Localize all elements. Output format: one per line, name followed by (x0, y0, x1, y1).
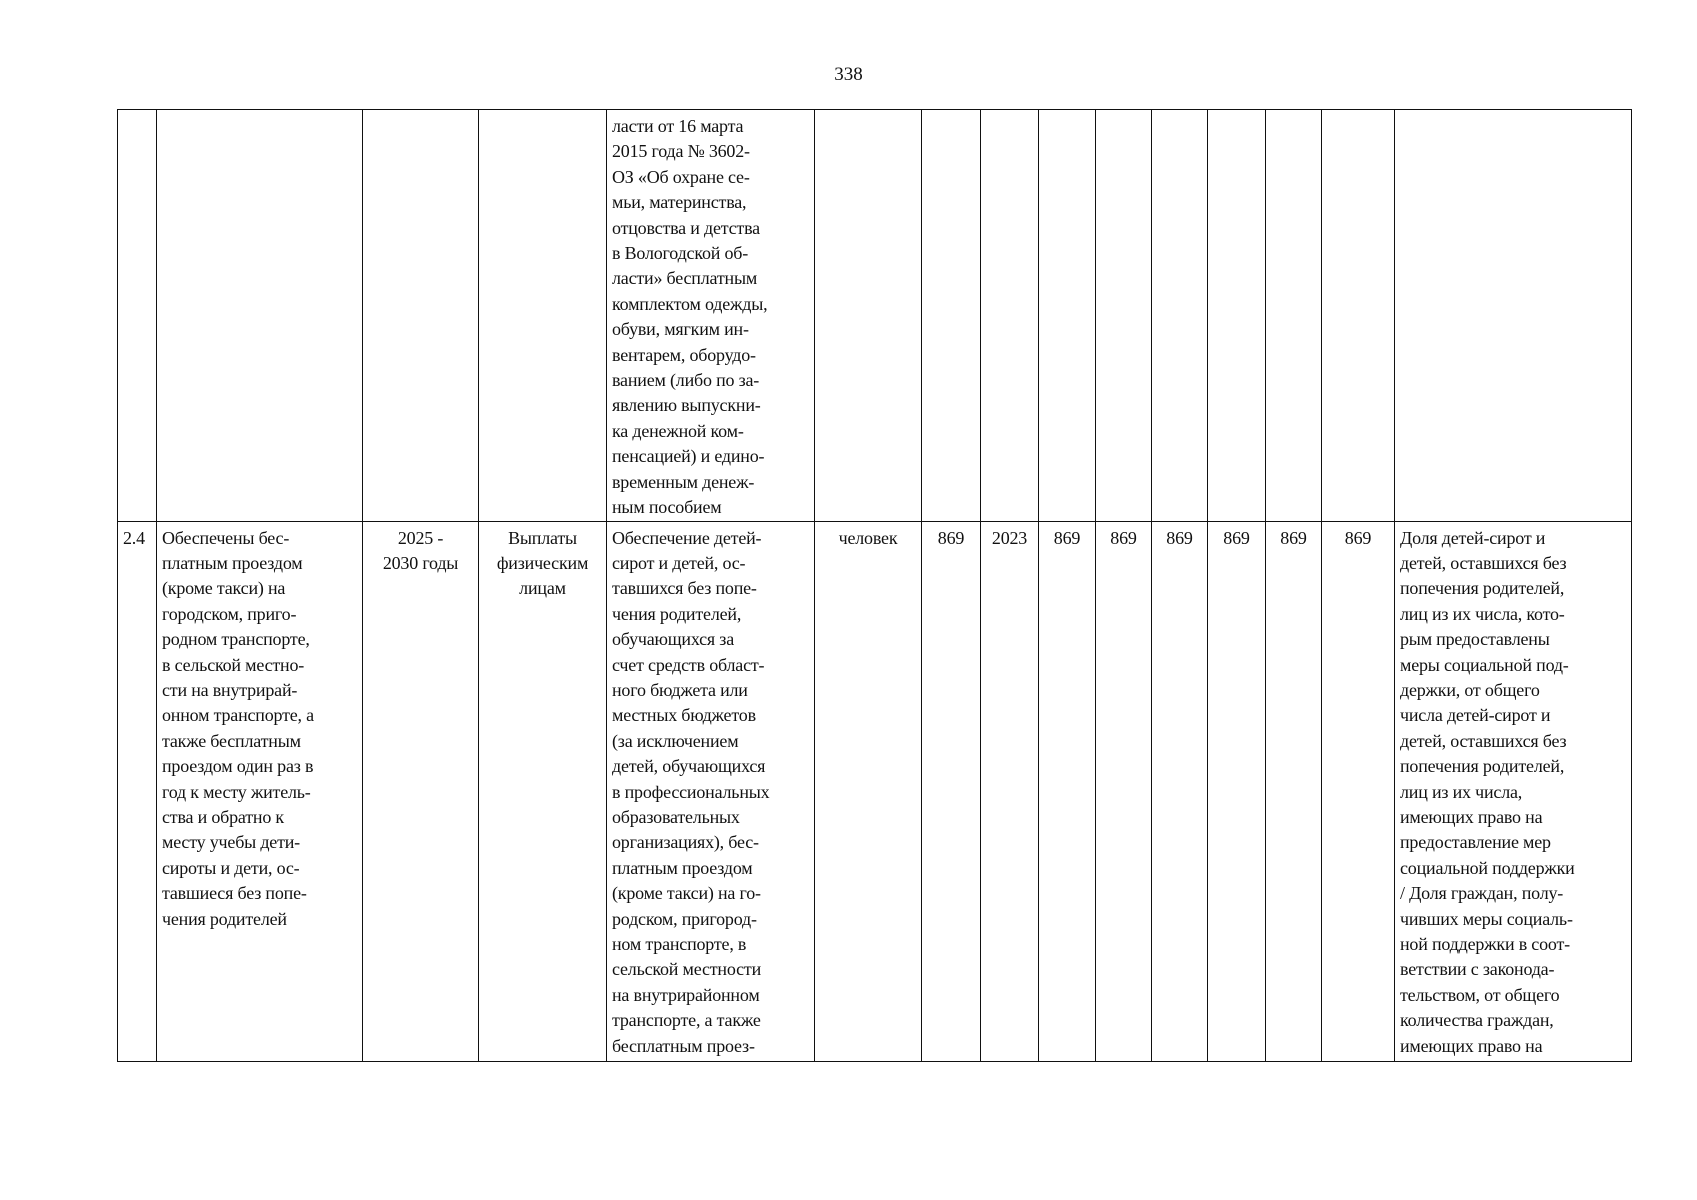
cell-text-line: на внутрирайонном (612, 984, 760, 1005)
cell-text-line: предоставление мер (1400, 832, 1551, 853)
cell-text-line: ласти» бесплатным (612, 268, 758, 289)
cell-measure-description (607, 110, 815, 522)
cell-text-line: платным проездом (162, 552, 303, 573)
cell-text-line: имеющих право на (1400, 806, 1543, 827)
cell-text-line: физическим (496, 552, 589, 573)
cell-text-line: 869 (1110, 527, 1137, 548)
cell-text-line: отцовства и детства (612, 217, 760, 238)
cell-expense-type (479, 521, 607, 1061)
cell-text-line: ветствии с законода- (1400, 959, 1555, 980)
cell-text-line: организациях), бес- (612, 832, 759, 853)
cell-indicator-link (1395, 110, 1632, 522)
cell-text-line: попечения родителей, (1400, 578, 1565, 599)
page-number: 338 (834, 64, 863, 85)
cell-text-line: ОЗ «Об охране се- (612, 166, 750, 187)
cell-text-line: пенсацией) и едино- (612, 446, 765, 467)
cell-text-line: 2025 - (397, 527, 444, 548)
cell-value-2027 (1152, 110, 1208, 522)
cell-text-line: рым предоставлены (1400, 629, 1550, 650)
cell-text-line: чения родителей (162, 908, 287, 929)
cell-text-line: тавшихся без попе- (612, 578, 757, 599)
cell-period (363, 110, 479, 522)
cell-text-line: ласти от 16 марта (612, 116, 744, 136)
cell-text-line: детей, оставшихся без (1400, 552, 1567, 573)
cell-text-line: ной поддержки в соот- (1400, 934, 1570, 954)
cell-value-2025 (1039, 521, 1096, 1061)
cell-text-line: родном транспорте, (162, 629, 310, 650)
cell-text-line: обуви, мягким ин- (612, 319, 749, 340)
cell-text-line: попечения родителей, (1400, 756, 1565, 777)
cell-value-2030 (1322, 110, 1395, 522)
cell-base-year (981, 521, 1039, 1061)
cell-text-line: лицам (519, 578, 566, 599)
table-row (118, 521, 1632, 1061)
cell-value-2027 (1152, 521, 1208, 1061)
cell-text-line: также бесплатным (162, 730, 301, 751)
cell-text-line: 869 (1344, 527, 1372, 548)
cell-value-2028 (1208, 110, 1266, 522)
cell-unit (815, 521, 922, 1061)
cell-text-line: сти на внутрирай- (162, 679, 298, 700)
cell-row-number (118, 521, 157, 1061)
cell-text-line: сирот и детей, ос- (612, 552, 746, 573)
cell-text-line: социальной поддержки (1400, 857, 1575, 878)
cell-text-line: родском, пригород- (612, 908, 757, 929)
cell-text-line: имеющих право на (1400, 1035, 1543, 1056)
cell-text-line: сироты и дети, ос- (162, 857, 300, 878)
cell-result-description (157, 521, 363, 1061)
cell-text-line: человек (838, 527, 898, 548)
cell-text-line: 869 (1166, 527, 1193, 548)
cell-text-line: онном транспорте, а (162, 705, 314, 726)
cell-text-line: 2015 года № 3602- (612, 141, 750, 162)
cell-text-line: местных бюджетов (612, 705, 756, 726)
cell-text-line: числа детей-сирот и (1400, 705, 1551, 726)
cell-text-line: Обеспечены бес- (162, 527, 290, 548)
table-row (118, 110, 1632, 522)
cell-text-line: счет средств област- (612, 654, 765, 675)
cell-text-line: (кроме такси) на го- (612, 883, 761, 904)
cell-text-line: мьи, материнства, (612, 192, 747, 213)
cell-text-line: тельством, от общего (1400, 984, 1560, 1005)
cell-text-line: бесплатным проез- (612, 1035, 755, 1056)
cell-text-line: временным денеж- (612, 471, 755, 492)
cell-base-year (981, 110, 1039, 522)
cell-text-line: проездом один раз в (162, 756, 314, 777)
cell-expense-type (479, 110, 607, 522)
cell-value-2026 (1096, 521, 1152, 1061)
cell-value-2025 (1039, 110, 1096, 522)
cell-value-2028 (1208, 521, 1266, 1061)
cell-text-line: городском, приго- (162, 603, 297, 624)
cell-text-line: детей, обучающихся (612, 756, 766, 777)
cell-measure-description (607, 521, 815, 1061)
cell-text-line: ка денежной ком- (612, 420, 744, 441)
cell-text-line: 869 (937, 527, 965, 548)
cell-text-line: тавшиеся без попе- (162, 883, 307, 904)
cell-text-line: чения родителей, (612, 603, 742, 624)
cell-text-line: в Вологодской об- (612, 243, 749, 264)
cell-text-line: в профессиональных (612, 781, 770, 802)
cell-result-description (157, 110, 363, 522)
cell-text-line: сельской местности (612, 959, 761, 980)
cell-indicator-link (1395, 521, 1632, 1061)
cell-text-line: чивших меры социаль- (1400, 908, 1573, 929)
cell-period (363, 521, 479, 1061)
cell-row-number (118, 110, 157, 522)
cell-text-line: платным проездом (612, 857, 753, 878)
cell-text-line: ного бюджета или (612, 679, 748, 700)
cell-text-line: 2023 (991, 527, 1028, 548)
cell-unit (815, 110, 922, 522)
cell-text-line: 2.4 (123, 527, 145, 548)
cell-text-line: 2030 годы (382, 552, 459, 573)
cell-text-line: держки, от общего (1400, 679, 1540, 700)
cell-text-line: меры социальной под- (1400, 654, 1569, 675)
cell-text-line: год к месту житель- (162, 781, 311, 802)
cell-text-line: ства и обратно к (162, 806, 284, 827)
cell-text-line: количества граждан, (1400, 1010, 1554, 1031)
cell-text-line: 869 (1223, 527, 1250, 548)
cell-text-line: ном транспорте, в (612, 934, 747, 954)
cell-value-2026 (1096, 110, 1152, 522)
cell-text-line: (кроме такси) на (162, 578, 286, 599)
cell-value-2030 (1322, 521, 1395, 1061)
cell-text-line: месту учебы дети- (162, 832, 300, 853)
cell-text-line: / Доля граждан, полу- (1400, 883, 1564, 904)
cell-value-2029 (1266, 110, 1322, 522)
program-measures-table (117, 109, 1632, 1062)
cell-text-line: в сельской местно- (162, 654, 305, 675)
cell-text-line: комплектом одежды, (612, 293, 768, 314)
cell-text-line: Доля детей-сирот и (1400, 527, 1546, 548)
cell-text-line: Обеспечение детей- (612, 527, 762, 548)
cell-text-line: детей, оставшихся без (1400, 730, 1567, 751)
cell-text-line: явлению выпускни- (612, 395, 761, 416)
cell-value-2029 (1266, 521, 1322, 1061)
cell-text-line: ванием (либо по за- (612, 370, 760, 391)
cell-text-line: 869 (1280, 527, 1307, 548)
cell-text-line: ным пособием (612, 497, 722, 518)
cell-text-line: вентарем, оборудо- (612, 344, 756, 365)
cell-text-line: 869 (1053, 527, 1081, 548)
cell-text-line: лиц из их числа, кото- (1400, 603, 1565, 624)
cell-base-value (922, 110, 981, 522)
cell-text-line: Выплаты (508, 527, 577, 548)
cell-text-line: транспорте, а также (612, 1010, 761, 1031)
cell-text-line: образовательных (612, 806, 740, 827)
cell-text-line: (за исключением (612, 730, 739, 751)
cell-base-value (922, 521, 981, 1061)
cell-text-line: лиц из их числа, (1400, 781, 1523, 802)
cell-text-line: обучающихся за (612, 629, 735, 650)
